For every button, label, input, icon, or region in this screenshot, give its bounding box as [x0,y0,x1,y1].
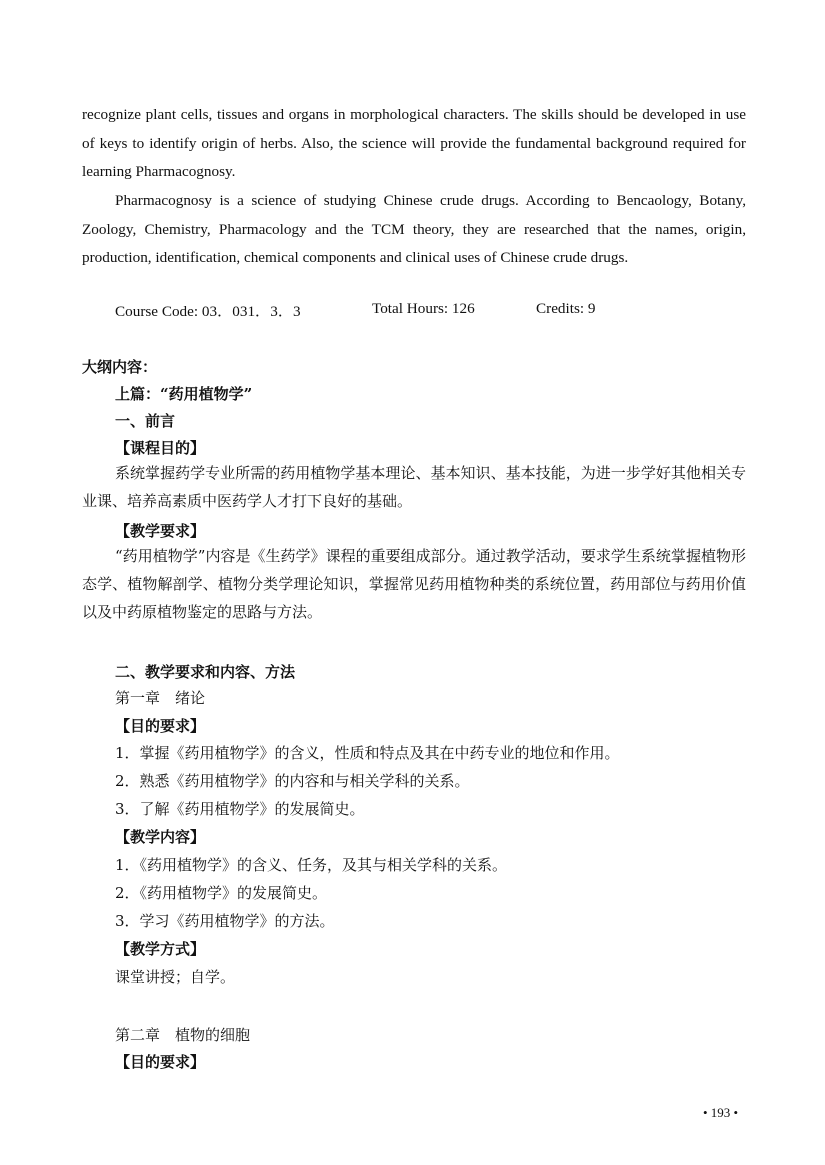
chapter-2-heading: 第二章 植物的细胞 [115,1026,251,1044]
purpose-text: 系统掌握药学专业所需的药用植物学基本理论、基本知识、基本技能，为进一步学好其他相关专业课、培养高素质中医药学人才打下良好的基础。 [82,464,746,510]
goals-heading-2: 【目的要求】 [115,1053,206,1071]
total-hours: Total Hours: 126 [372,300,475,317]
method-text: 课堂讲授；自学。 [115,968,236,986]
page-number: • 193 • [703,1105,739,1120]
credits: Credits: 9 [536,300,596,317]
section-2-heading: 二、教学要求和内容、方法 [115,663,296,681]
intro-paragraph-2: Pharmacognosy is a science of studying Chinese crude drugs. According to Bencaology, Botany, Zoology, Chemistry, Pharmacology and the TCM theory, they are researched that the names, origin, production, identification, chemical components and clinical uses of Chinese crude drugs. [82,192,746,267]
requirements-text: “药用植物学”内容是《生药学》课程的重要组成部分。通过教学活动，要求学生系统掌握植物形态学、植物解剖学、植物分类学理论知识，掌握常见药用植物种类的系统位置，药用部位与药用价值以及中药原植物鉴定的思路与方法。 [82,547,746,621]
content-item: 1．《药用植物学》的含义、任务，及其与相关学科的关系。 [115,856,508,874]
course-code: Course Code: 03．031．3．3 [115,303,301,320]
goal-item: 3．了解《药用植物学》的发展简史。 [115,800,365,818]
goal-item: 2．熟悉《药用植物学》的内容和与相关学科的关系。 [115,772,470,790]
section-1-heading: 一、前言 [115,412,176,430]
requirements-heading: 【教学要求】 [115,522,206,540]
goal-item: 1．掌握《药用植物学》的含义，性质和特点及其在中药专业的地位和作用。 [115,744,620,762]
chapter-1-heading: 第一章 绪论 [115,689,206,707]
part-title: 上篇：“药用植物学” [115,385,253,403]
purpose-heading: 【课程目的】 [115,439,206,457]
goals-heading: 【目的要求】 [115,717,206,735]
content-item: 3．学习《药用植物学》的方法。 [115,912,335,930]
content-heading: 【教学内容】 [115,828,206,846]
content-item: 2．《药用植物学》的发展简史。 [115,884,328,902]
intro-paragraph-1: recognize plant cells, tissues and organs in morphological characters. The skills should be developed in use of keys to identify origin of herbs. Also, the science will provide the fundamental background required for learning Pharmacognosy. [82,106,746,181]
outline-title: 大纲内容： [82,358,158,376]
method-heading: 【教学方式】 [115,940,206,958]
